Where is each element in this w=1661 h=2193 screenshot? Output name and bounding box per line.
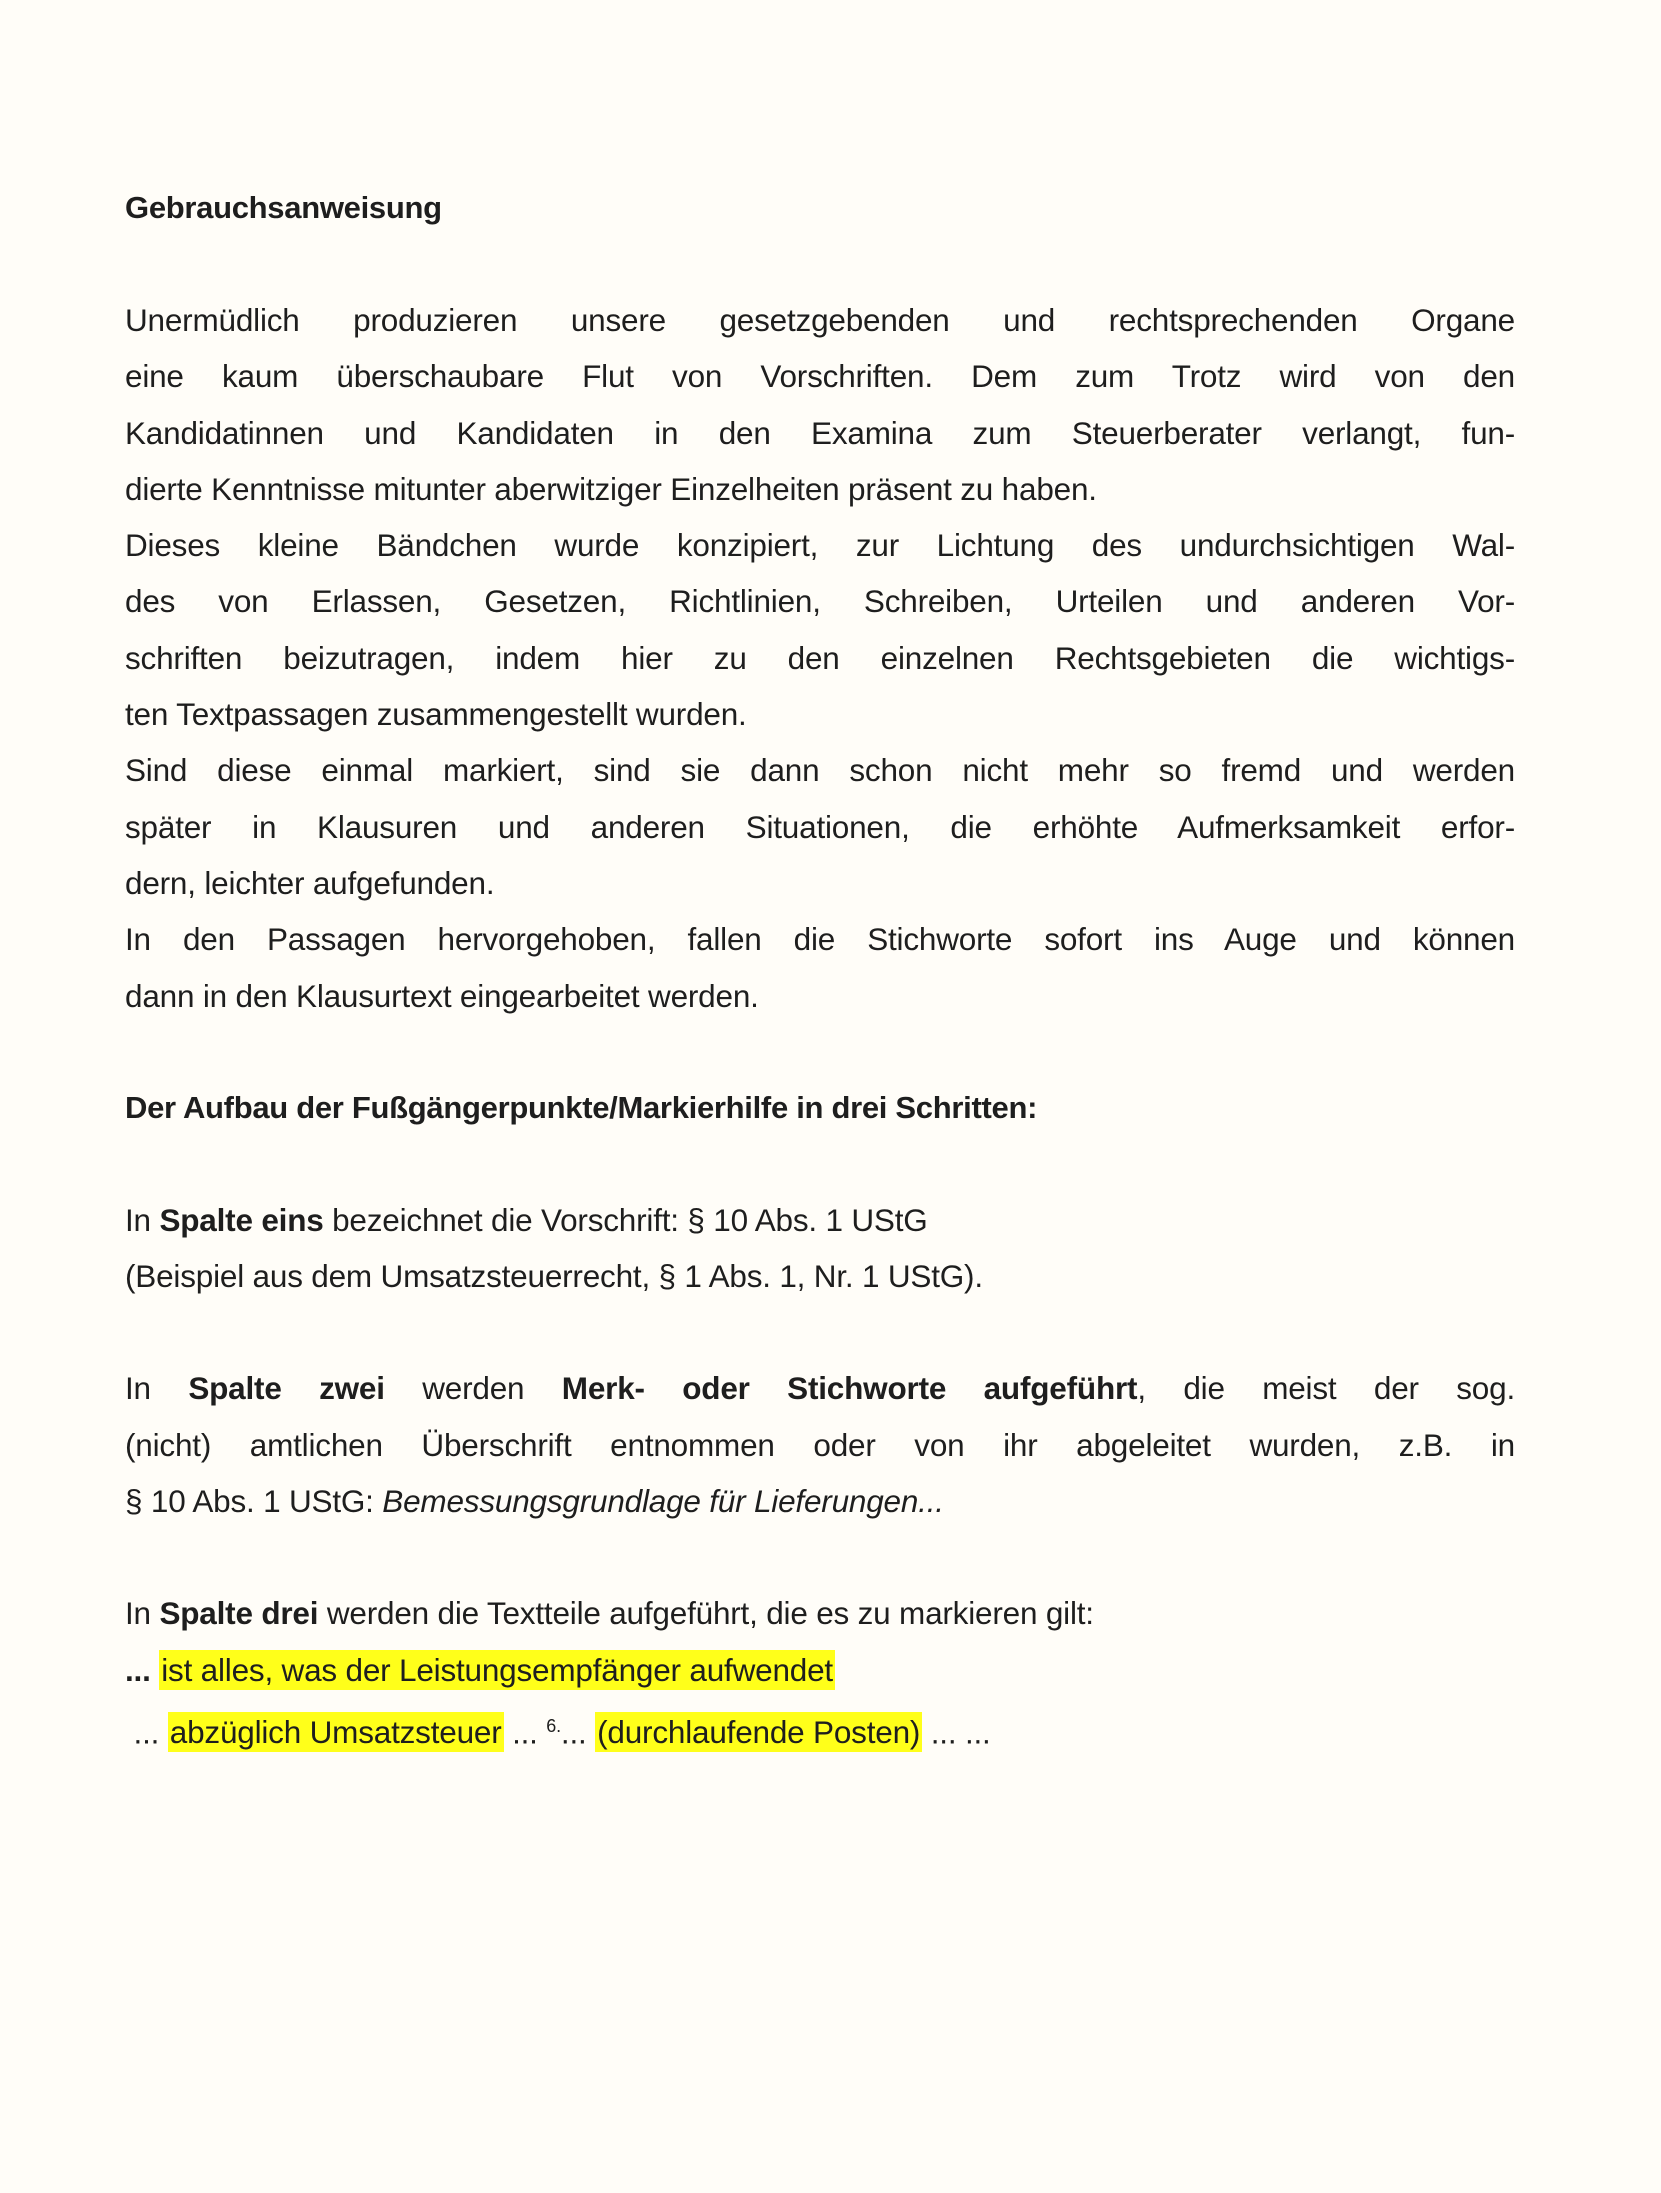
step-three (125, 1585, 1515, 1760)
text-line: Sind diese einmal markiert, sind sie dann schon nicht mehr so fremd und werden (125, 752, 1515, 789)
text-fragment: § 10 Abs. 1 UStG: (125, 1483, 383, 1520)
text-line: In den Passagen hervorgehoben, fallen die Stichworte sofort ins Auge und können (125, 921, 1515, 958)
text-line (125, 1473, 1515, 1529)
text-line: (nicht) amtlichen Überschrift entnommen oder von ihr abgeleitet wurden, z.B. in (125, 1426, 1515, 1463)
text-fragment: bezeichnet die Vorschrift: § 10 Abs. 1 UStG (323, 1201, 928, 1238)
text-line: dann in den Klausurtext eingearbeitet werden. (125, 977, 759, 1014)
example-keyword: Bemessungsgrundlage für Lieferungen... (382, 1483, 944, 1520)
column-label: Spalte drei (159, 1595, 319, 1632)
text-fragment: In (125, 1201, 160, 1238)
text-line: Unermüdlich produzieren unsere gesetzgebenden und rechtsprechenden Organe (125, 302, 1515, 338)
highlighted-text: (durchlaufende Posten) (597, 1714, 921, 1751)
ellipsis: ... (560, 1714, 596, 1751)
section-heading: Der Aufbau der Fußgängerpunkte/Markierhilfe in drei Schritten: (125, 1089, 1038, 1125)
ellipsis: ... (125, 1651, 151, 1688)
column-label: Spalte zwei (188, 1370, 385, 1407)
text-line (125, 1585, 1515, 1641)
text-line: später in Klausuren und anderen Situationen, die erhöhte Aufmerksamkeit erfor- (125, 808, 1515, 845)
step-two (125, 1360, 1515, 1529)
text-fragment: In (125, 1595, 160, 1632)
text-line (125, 1192, 1515, 1248)
highlight-paragraph (125, 911, 1515, 1024)
example-line (125, 1698, 1515, 1761)
intro-paragraph (125, 292, 1515, 517)
text-line: Kandidatinnen und Kandidaten in den Examina zum Steuerberater verlangt, fun- (125, 414, 1515, 451)
text-line: dierte Kenntnisse mitunter aberwitziger Einzelheiten präsent zu haben. (125, 470, 1097, 507)
marking-paragraph (125, 742, 1515, 911)
document-title: Gebrauchsanweisung (125, 190, 442, 225)
text-line: Dieses kleine Bändchen wurde konzipiert, zur Lichtung des undurchsichtigen Wal- (125, 527, 1515, 564)
footnote-marker: 6. (546, 1715, 561, 1736)
example-line (125, 1642, 1515, 1698)
text-fragment: werden (384, 1370, 562, 1407)
column-label: Spalte eins (159, 1201, 324, 1238)
text-fragment: werden die Textteile aufgeführt, die es zu markieren gilt: (318, 1595, 1094, 1632)
text-line: dern, leichter aufgefunden. (125, 864, 495, 901)
text-line: (Beispiel aus dem Umsatzsteuerrecht, § 1 Abs. 1, Nr. 1 UStG). (125, 1258, 983, 1295)
text-fragment: In (125, 1370, 189, 1407)
emphasis: Merk- oder Stichworte aufgeführt (561, 1370, 1138, 1407)
highlighted-text: ist alles, was der Leistungsempfänger aufwendet (161, 1651, 833, 1688)
text-line: des von Erlassen, Gesetzen, Richtlinien, Schreiben, Urteilen und anderen Vor- (125, 583, 1515, 620)
highlighted-text: abzüglich Umsatzsteuer (169, 1714, 502, 1751)
ellipsis: ... (503, 1714, 547, 1751)
text-line (125, 1360, 1515, 1416)
text-fragment: , die meist der sog. (1137, 1370, 1515, 1407)
document-page (125, 180, 1515, 1761)
purpose-paragraph (125, 517, 1515, 742)
text-line: eine kaum überschaubare Flut von Vorschriften. Dem zum Trotz wird von den (125, 358, 1515, 395)
ellipsis: ... ... (922, 1714, 991, 1751)
step-one (125, 1192, 1515, 1305)
text-line: schriften beizutragen, indem hier zu den einzelnen Rechtsgebieten die wichtigs- (125, 639, 1515, 676)
ellipsis: ... (125, 1714, 168, 1751)
text-line: ten Textpassagen zusammengestellt wurden. (125, 696, 747, 733)
